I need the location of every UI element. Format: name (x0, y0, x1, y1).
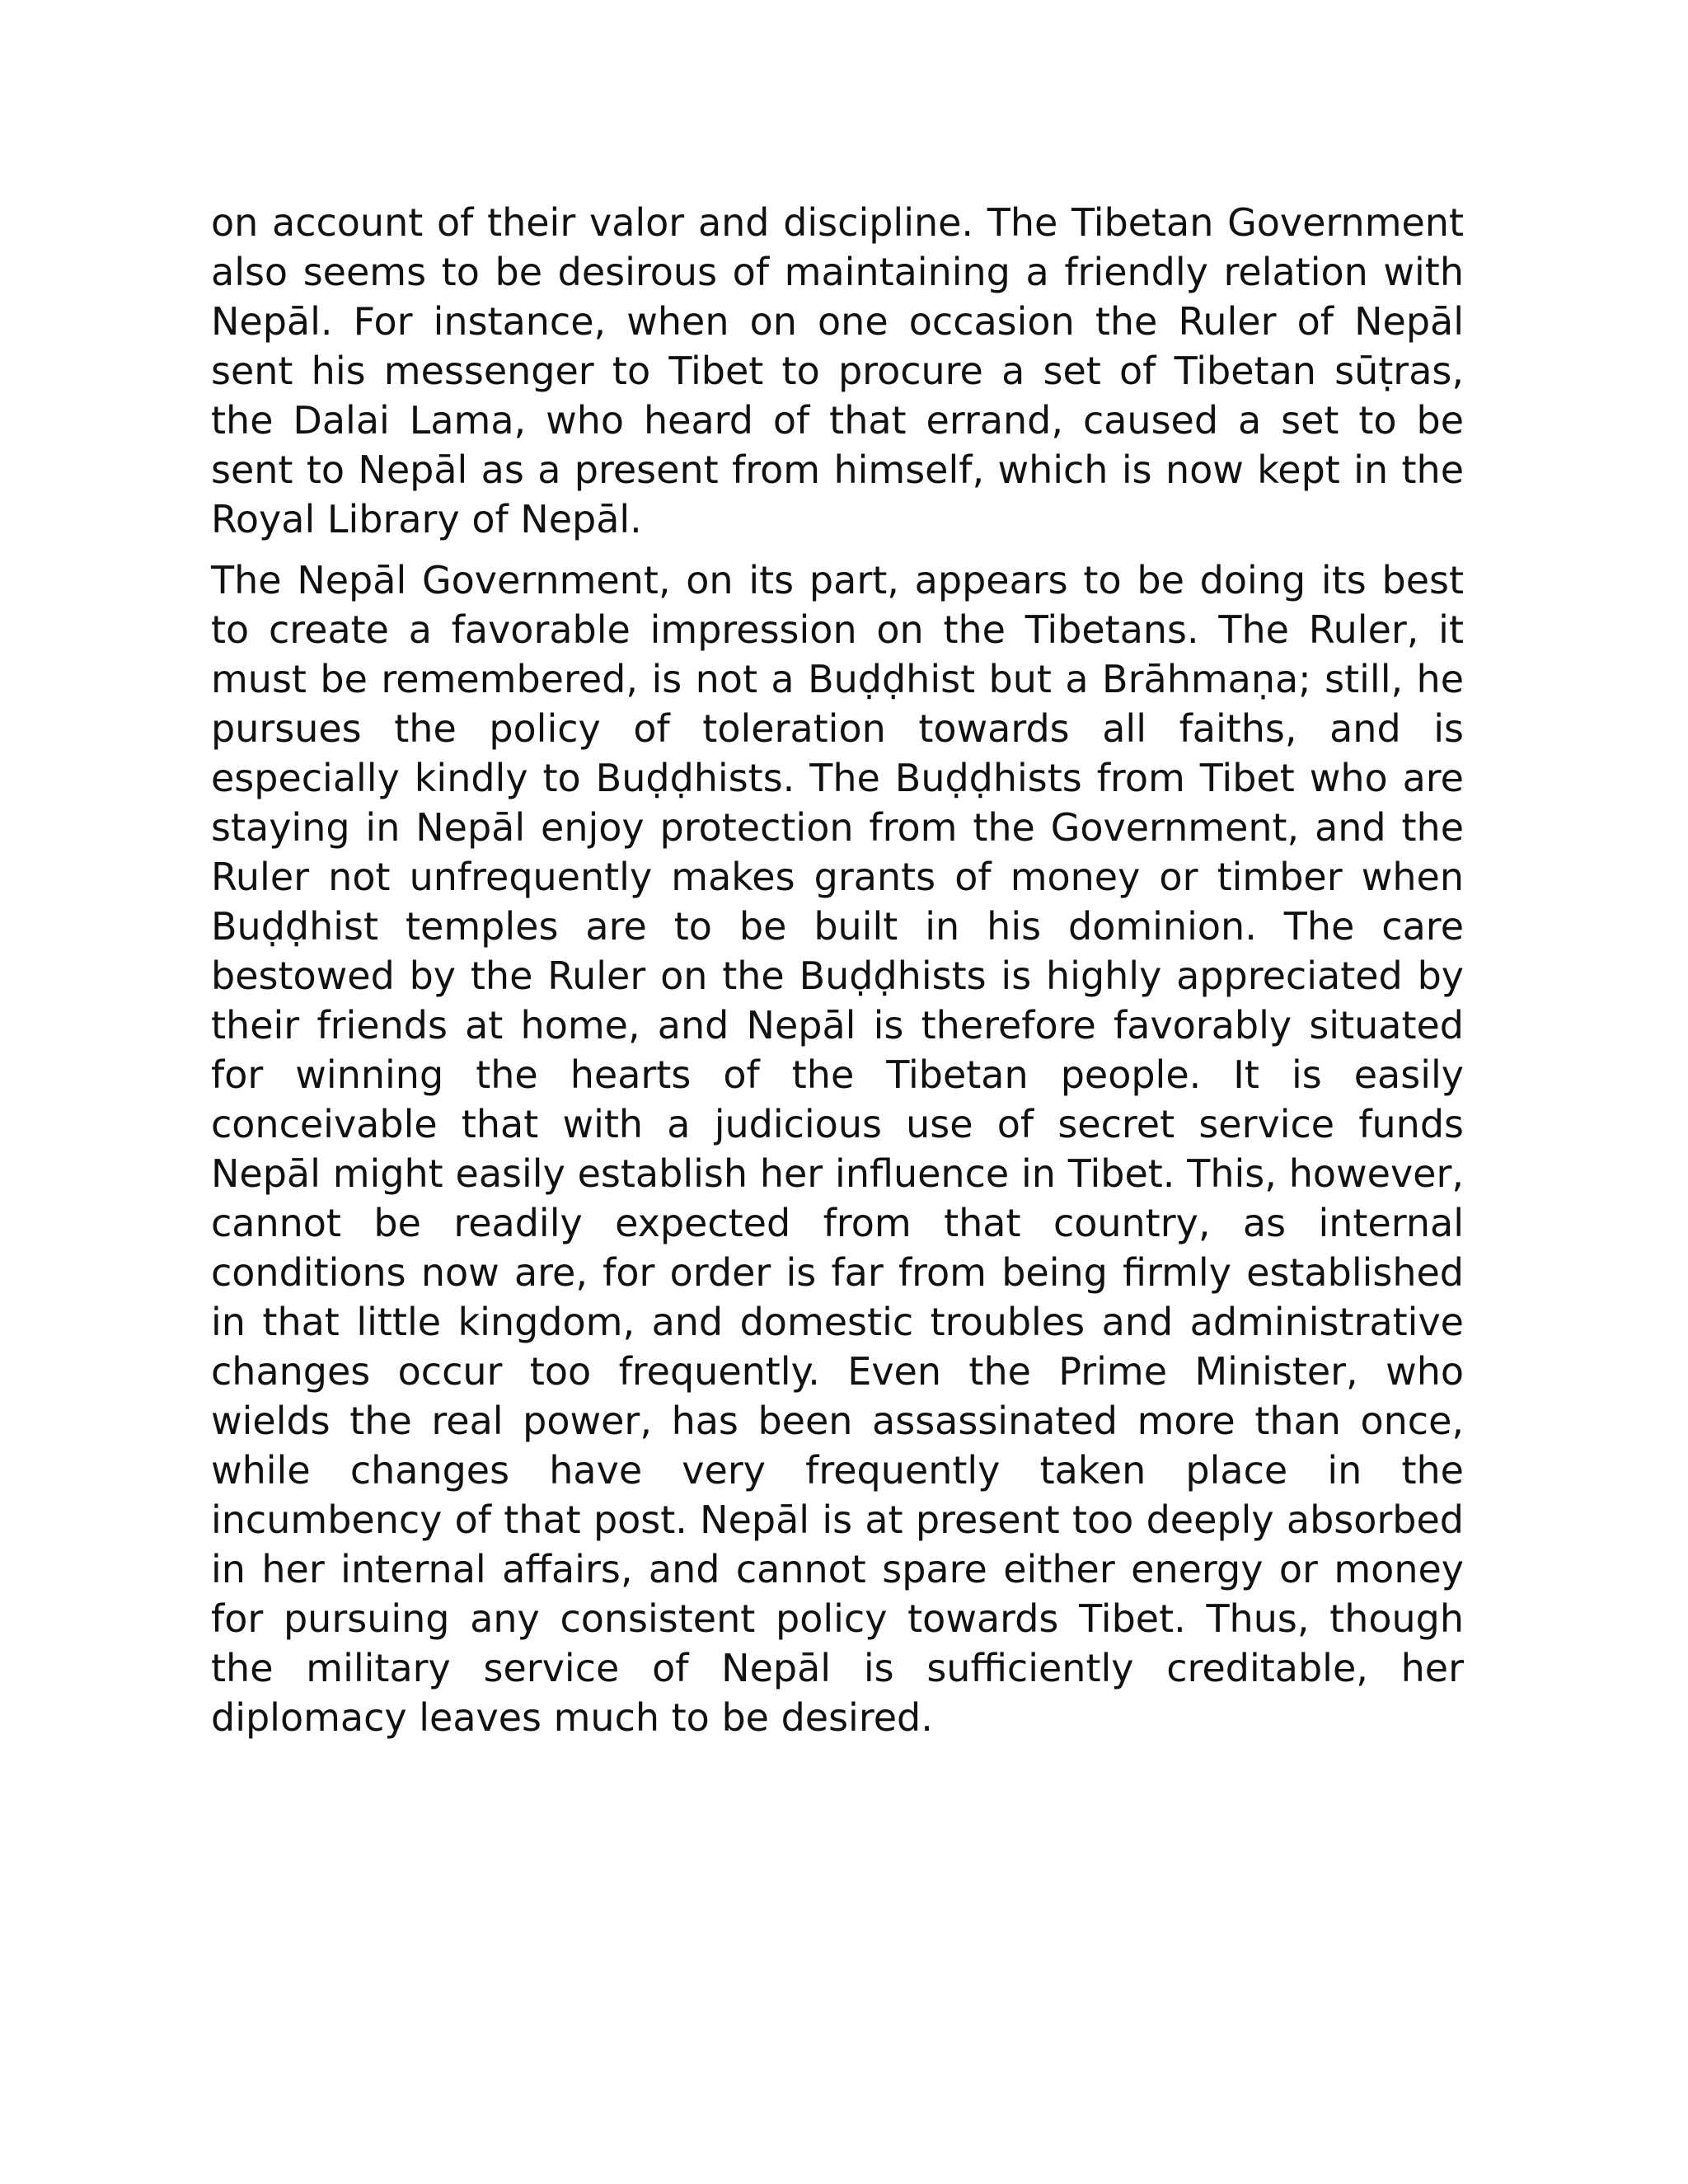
paragraph: The Nepāl Government, on its part, appears to be doing its best to create a favorable impression on the Tibetans. The Ruler, it must be remembered, is not a Buḍḍhist but a Brāhmaṇa; still, he pursues the policy of toleration towards all faiths, and is especially kindly to Buḍḍhists. The Buḍḍhists from Tibet who are staying in Nepāl enjoy protection from the Government, and the Ruler not unfrequently makes grants of money or timber when Buḍḍhist temples are to be built in his dominion. The care bestowed by the Ruler on the Buḍḍhists is highly appreciated by their friends at home, and Nepāl is therefore favorably situated for winning the hearts of the Tibetan people. It is easily conceivable that with a judicious use of secret service funds Nepāl might easily establish her influence in Tibet. This, however, cannot be readily expected from that country, as internal conditions now are, for order is far from being firmly established in that little kingdom, and domestic troubles and administrative changes occur too frequently. Even the Prime Minister, who wields the real power, has been assassinated more than once, while changes have very frequently taken place in the incumbency of that post. Nepāl is at present too deeply absorbed in her internal affairs, and cannot spare either energy or money for pursuing any consistent policy towards Tibet. Thus, though the military service of Nepāl is sufficiently creditable, her diplomacy leaves much to be desired. (211, 558, 1464, 1740)
paragraph: on account of their valor and discipline. The Tibetan Government also seems to be desirous of maintaining a friendly relation with Nepāl. For instance, when on one occasion the Ruler of Nepāl sent his messenger to Tibet to procure a set of Tibetan sūṭras, the Dalai Lama, who heard of that errand, caused a set to be sent to Nepāl as a present from himself, which is now kept in the Royal Library of Nepāl. (211, 200, 1464, 541)
body-text (211, 198, 1464, 1754)
